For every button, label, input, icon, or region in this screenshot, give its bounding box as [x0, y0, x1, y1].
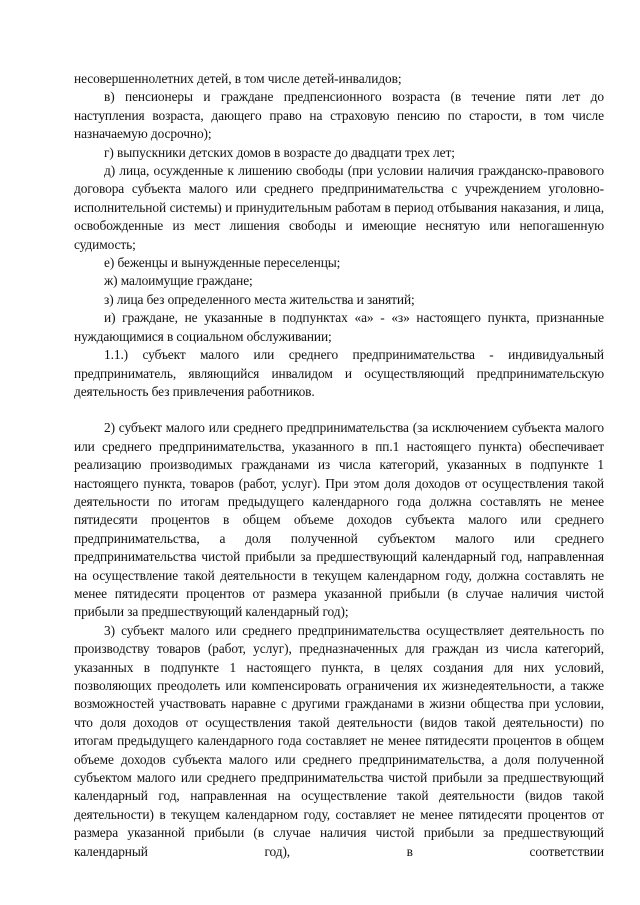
paragraph-item-d: д) лица, осужденные к лишению свободы (при условии наличия гражданско-правового договора субъекта малого или среднего предпринимательства с учреждением уголовно-исполнительной системы) и принудительным работам в период отбывания наказания, и лица, освобожденные из мест лишения свободы и имеющие неснятую или непогашенную судимость; [74, 163, 604, 252]
paragraph-item-i: и) граждане, не указанные в подпунктах «а» - «з» настоящего пункта, признанные нуждающимися в социальном обслуживании; [74, 310, 604, 344]
paragraph-item-z: з) лица без определенного места жительства и занятий; [104, 291, 415, 307]
paragraph-item-g: г) выпускники детских домов в возрасте до двадцати трех лет; [104, 144, 455, 160]
paragraph-item-v: в) пенсионеры и граждане предпенсионного возраста (в течение пяти лет до наступления возраста, дающего право на страховую пенсию по старости, в том числе назначаемую досрочно); [74, 89, 604, 142]
paragraph-item-e: е) беженцы и вынужденные переселенцы; [104, 255, 341, 271]
paragraph-item-1-1: 1.1.) субъект малого или среднего предпринимательства - индивидуальный предприниматель, являющийся инвалидом и осуществляющий предпринимательскую деятельность без привлечения работников. [74, 347, 604, 399]
paragraph-item-zh: ж) малоимущие граждане; [104, 273, 253, 289]
paragraph-continuation: несовершеннолетних детей, в том числе детей-инвалидов; [74, 71, 402, 86]
paragraph-item-3: 3) субъект малого или среднего предпринимательства осуществляет деятельность по производству товаров (работ, услуг), предназначенных для граждан из числа категорий, указанных в подпункте 1 настоящего пункта, в целях создания для них условий, позволяющих преодолеть или компенсировать ограничения их жизнедеятельности, а также возможностей участвовать наравне с другими гражданами в жизни общества при условии, что доля доходов от осуществления такой деятельности (видов такой деятельности) по итогам предыдущего календарного года составляет не менее пятидесяти процентов в общем объеме доходов субъекта малого или среднего предпринимательства, а доля полученной субъектом малого или среднего предпринимательства чистой прибыли за предшествующий календарный год, направленная на осуществление такой деятельности (видов такой деятельности) в текущем календарном году, составляет не менее пятидесяти процентов от размера указанной прибыли (в случае наличия чистой прибыли за предшествующий календарный год), в соответствии [74, 622, 604, 859]
paragraph-item-2: 2) субъект малого или среднего предпринимательства (за исключением субъекта малого или среднего предпринимательства, указанного в пп.1 настоящего пункта) обеспечивает реализацию производимых гражданами из числа категорий, указанных в подпункте 1 настоящего пункта, товаров (работ, услуг). При этом доля доходов от осуществления такой деятельности по итогам предыдущего календарного года должна составлять не менее пятидесяти процентов в общем объеме доходов субъекта малого или среднего предпринимательства, а доля полученной субъектом малого или среднего предпринимательства чистой прибыли за предшествующий календарный год, направленная на осуществление такой деятельности в текущем календарном году, должна составлять не менее пятидесяти процентов от размера указанной прибыли (в случае наличия чистой прибыли за предшествующий календарный год); [74, 420, 604, 620]
document-body [74, 70, 604, 861]
